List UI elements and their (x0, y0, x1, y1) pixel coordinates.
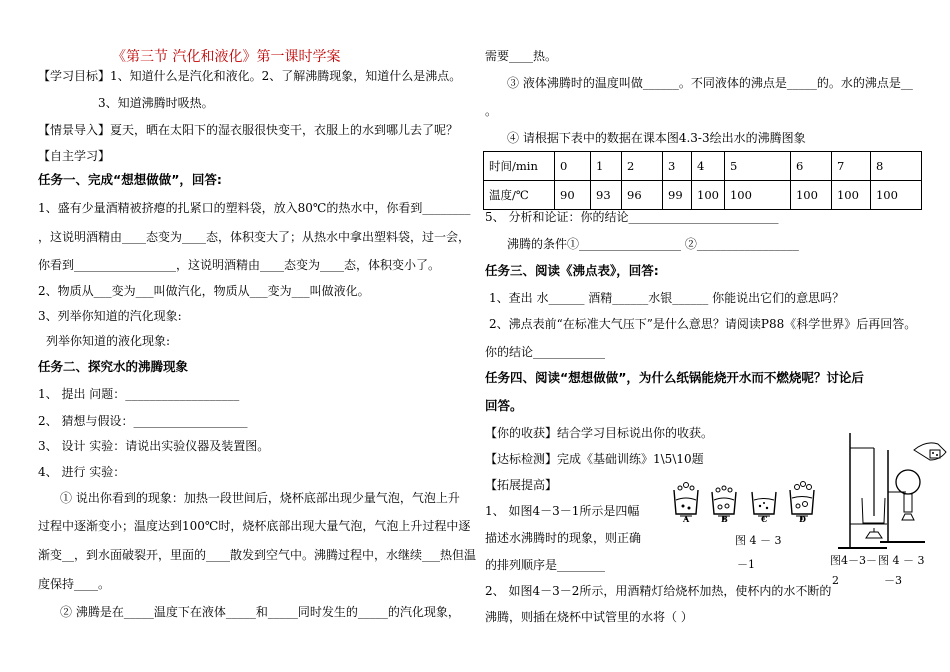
table-cell: 5 (724, 152, 790, 181)
extend-heading: 【拓展提高】 (485, 478, 558, 492)
table-cell: 96 (622, 181, 663, 210)
task2-q2: 2、 猜想与假设：___________________ (38, 414, 248, 428)
extend-q2-line1: 2、 如图4－3－2所示，用酒精灯给烧杯加热，使杯内的水不断的 (485, 584, 832, 598)
plot-instruction: ④ 请根据下表中的数据在课本图4.3-3绘出水的沸腾图象 (507, 131, 806, 145)
table-cell: 99 (663, 181, 692, 210)
learning-goals-2: 3、知道沸腾时吸热。 (98, 96, 214, 110)
extend-q1-line3: 的排列顺序是________ (485, 558, 606, 572)
task2-q4: 4、 进行 实验： (38, 465, 126, 479)
task2-q3: 3、 设计 实验：请说出实验仪器及装置图。 (38, 439, 270, 453)
task3-conclusion: 你的结论____________ (485, 345, 606, 359)
learning-goals-1: 【学习目标】1、知道什么是汽化和液化。2、了解沸腾现象，知道什么是沸点。 (38, 69, 462, 83)
figure-caption-3b: －3 (884, 574, 902, 587)
task1-q2: 2、物质从___变为___叫做汽化，物质从___变为___叫做液化。 (38, 284, 370, 298)
self-study-heading: 【自主学习】 (38, 149, 111, 163)
task1-q4: 列举你知道的液化现象: (46, 334, 171, 348)
task1-heading: 任务一、完成“想想做做”，回答: (38, 172, 222, 187)
figure-caption-3a: 图 4 － 3 (878, 554, 925, 567)
extend-q2-line2: 沸腾，则插在烧杯中试管里的水将（ ） (485, 610, 693, 624)
table-cell: 8 (870, 152, 921, 181)
beaker-label-b: B (721, 514, 728, 524)
task1-q1-line3: 你看到_________________，这说明酒精由____态变为____态，体积变小了。 (38, 258, 441, 272)
table-header-time: 时间/min (484, 152, 555, 181)
table-header-temp: 温度/℃ (484, 181, 555, 210)
table-cell: 100 (790, 181, 831, 210)
table-row-time (484, 152, 922, 181)
task3-q2: 2、沸点表前“在标准大气压下”是什么意思？请阅读P88《科学世界》后再回答。 (489, 317, 917, 331)
table-cell: 90 (555, 181, 591, 210)
table-cell: 100 (831, 181, 870, 210)
task1-q1-line2: ，这说明酒精由____态变为____态，体积变大了；从热水中拿出塑料袋，过一会， (38, 230, 471, 244)
task2-obs-line2: 过程中逐渐变小；温度达到100℃时，烧杯底部出现大量气泡，气泡上升过程中逐 (38, 519, 471, 533)
table-cell: 0 (555, 152, 591, 181)
table-cell: 4 (692, 152, 725, 181)
task2-obs-line1: ① 说出你看到的现象：加热一段世间后，烧杯底部出现少量气泡，气泡上升 (60, 491, 460, 505)
extend-q1-line1: 1、 如图4－3－1所示是四幅 (485, 504, 640, 518)
table-row-temp (484, 181, 922, 210)
task2-boiling-def: ② 沸腾是在_____温度下在液体_____和_____同时发生的_____的汽化现象， (60, 605, 460, 619)
task2-q1: 1、 提出 问题：___________________ (38, 387, 240, 401)
boiling-point-line1: ③ 液体沸腾时的温度叫做______。不同液体的沸点是_____的。水的沸点是__ (507, 76, 913, 90)
task2-obs-line4: 度保持____。 (38, 577, 111, 591)
figure-caption-1b: －1 (737, 558, 755, 571)
four-beakers-figure (670, 478, 830, 528)
check-line: 【达标检测】完成《基础训练》1\5\10题 (485, 452, 704, 466)
table-cell: 100 (724, 181, 790, 210)
scenario-intro: 【情景导入】夏天，晒在太阳下的湿衣服很快变干，衣服上的水到哪儿去了呢？ (38, 123, 459, 137)
analysis-conclusion: 5、 分析和论证：你的结论_________________________ (485, 210, 779, 224)
task1-q3: 3、列举你知道的汽化现象: (38, 309, 182, 323)
figure-caption-2a: 图4－3－ (830, 554, 877, 567)
task3-heading: 任务三、阅读《沸点表》，回答: (485, 263, 659, 278)
beaker-label-d: D (799, 514, 806, 524)
table-cell: 6 (790, 152, 831, 181)
task3-q1: 1、查出 水______ 酒精______水银______ 你能说出它们的意思吗？ (489, 291, 845, 305)
flask-apparatus-figure (880, 430, 950, 550)
task2-obs-line3: 渐变__，到水面破裂开，里面的____散发到空气中。沸腾过程中，水继续___热但温 (38, 548, 477, 562)
page-title: 《第三节 汽化和液化》第一课时学案 (112, 49, 341, 65)
table-cell: 100 (692, 181, 725, 210)
table-cell: 7 (831, 152, 870, 181)
extend-q1-line2: 描述水沸腾时的现象，则正确 (485, 531, 642, 545)
table-cell: 93 (591, 181, 622, 210)
table-cell: 3 (663, 152, 692, 181)
needs-heat-line: 需要____热。 (485, 49, 558, 63)
boiling-data-table (483, 151, 922, 210)
beaker-label-c: C (761, 514, 768, 524)
table-cell: 2 (622, 152, 663, 181)
task4-heading-line1: 任务四、阅读“想想做做”，为什么纸锅能烧开水而不燃烧呢？讨论后 (485, 370, 864, 385)
figure-caption-2b: 2 (832, 574, 839, 587)
task1-q1-line1: 1、盛有少量酒精被挤瘪的扎紧口的塑料袋，放入80℃的热水中，你看到________ (38, 201, 471, 215)
beaker-label-a: A (683, 514, 690, 524)
figure-caption-1a: 图 4 － 3 (735, 534, 782, 547)
harvest-line: 【你的收获】结合学习目标说出你的收获。 (485, 426, 714, 440)
task4-heading-line2: 回答。 (485, 398, 523, 413)
task2-heading: 任务二、探究水的沸腾现象 (38, 359, 189, 374)
boiling-conditions: 沸腾的条件①_________________ ②_________________ (507, 237, 799, 251)
table-cell: 100 (870, 181, 921, 210)
table-cell: 1 (591, 152, 622, 181)
boiling-point-line2: 。 (485, 104, 498, 118)
